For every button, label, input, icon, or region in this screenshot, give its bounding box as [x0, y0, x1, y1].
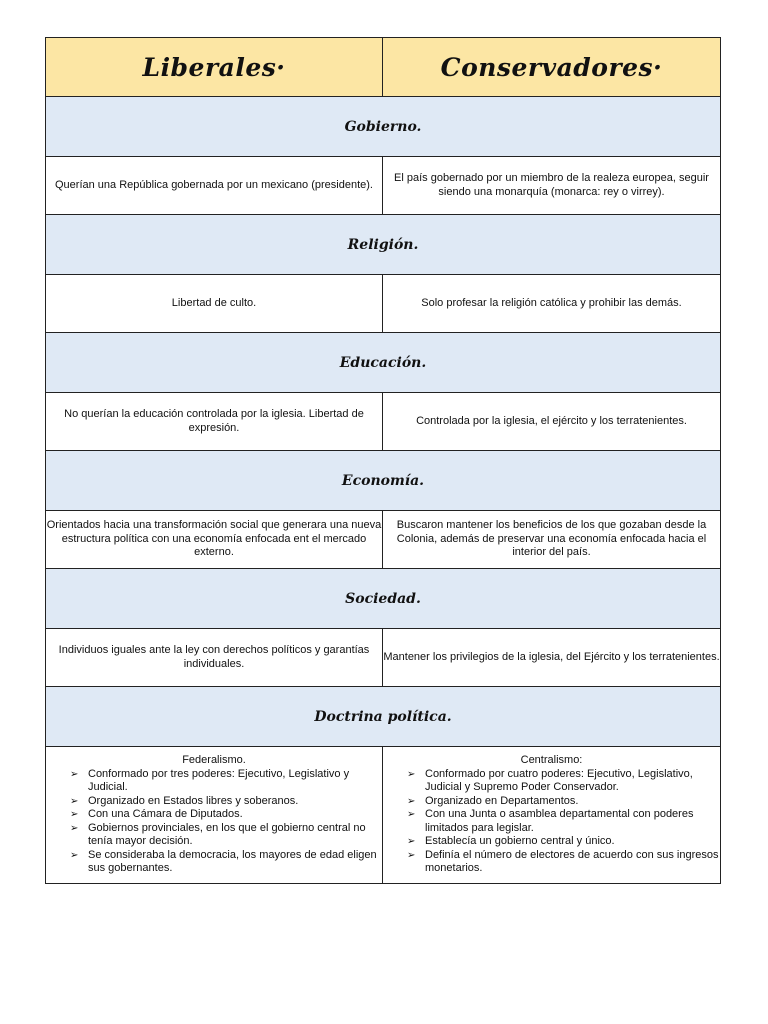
arrowhead-bullet-icon: ➢ — [70, 822, 79, 834]
comparison-table-body — [46, 38, 721, 884]
liberales-cell: Libertad de culto. — [46, 275, 383, 333]
doctrina-row — [46, 747, 721, 884]
header-row — [46, 38, 721, 97]
section-title: Gobierno. — [46, 97, 721, 157]
doctrina-heading: Centralismo: — [520, 754, 583, 767]
centralismo-cell — [383, 747, 721, 884]
section-title: Doctrina política. — [46, 687, 721, 747]
list-item — [70, 795, 382, 809]
list-item-text: Se consideraba la democracia, los mayores de edad eligen sus gobernantes. — [88, 848, 377, 875]
doctrina-heading: Federalismo. — [182, 754, 246, 767]
content-row — [46, 157, 721, 215]
liberales-cell: No querían la educación controlada por la iglesia. Libertad de expresión. — [46, 393, 383, 451]
section-row — [46, 451, 721, 511]
liberales-cell: Individuos iguales ante la ley con derechos políticos y garantías individuales. — [46, 629, 383, 687]
section-row — [46, 215, 721, 275]
federalismo-cell — [46, 747, 383, 884]
list-item-text: Organizado en Departamentos. — [425, 794, 579, 807]
section-title: Religión. — [46, 215, 721, 275]
arrowhead-bullet-icon: ➢ — [70, 768, 79, 780]
arrowhead-bullet-icon: ➢ — [407, 809, 416, 821]
content-row — [46, 393, 721, 451]
list-item-text: Con una Junta o asamblea departamental con poderes limitados para legislar. — [425, 808, 694, 834]
liberales-cell: Querían una República gobernada por un mexicano (presidente). — [46, 157, 383, 215]
list-item-text: Establecía un gobierno central y único. — [425, 835, 615, 848]
arrowhead-bullet-icon: ➢ — [70, 809, 79, 821]
list-item — [407, 835, 720, 849]
section-row — [46, 97, 721, 157]
arrowhead-bullet-icon: ➢ — [407, 768, 416, 780]
arrowhead-bullet-icon: ➢ — [407, 795, 416, 807]
section-row — [46, 687, 721, 747]
list-item-text: Conformado por tres poderes: Ejecutivo, Legislativo y Judicial. — [88, 767, 350, 794]
section-row — [46, 333, 721, 393]
list-item-text: Organizado en Estados libres y soberanos. — [88, 794, 299, 807]
header-liberales: Liberales· — [46, 38, 383, 97]
list-item — [407, 849, 720, 876]
conservadores-cell: Buscaron mantener los beneficios de los que gozaban desde la Colonia, además de preservar una economía enfocada hacia el interior del país. — [383, 511, 721, 569]
arrowhead-bullet-icon: ➢ — [407, 836, 416, 848]
arrowhead-bullet-icon: ➢ — [407, 849, 416, 861]
conservadores-cell: Controlada por la iglesia, el ejército y los terratenientes. — [383, 393, 721, 451]
list-item — [70, 822, 382, 849]
section-title: Sociedad. — [46, 569, 721, 629]
list-item-text: Definía el número de electores de acuerdo con sus ingresos monetarios. — [425, 848, 719, 875]
list-item — [70, 768, 382, 795]
list-item-text: Gobiernos provinciales, en los que el gobierno central no tenía mayor decisión. — [88, 821, 366, 848]
list-item — [407, 808, 720, 835]
list-item — [70, 849, 382, 876]
bullet-list — [46, 768, 382, 876]
conservadores-cell: Mantener los privilegios de la iglesia, del Ejército y los terratenientes. — [383, 629, 721, 687]
arrowhead-bullet-icon: ➢ — [70, 849, 79, 861]
comparison-table — [45, 37, 721, 884]
content-row — [46, 275, 721, 333]
section-title: Economía. — [46, 451, 721, 511]
arrowhead-bullet-icon: ➢ — [70, 795, 79, 807]
section-title: Educación. — [46, 333, 721, 393]
conservadores-cell: Solo profesar la religión católica y prohibir las demás. — [383, 275, 721, 333]
list-item-text: Conformado por cuatro poderes: Ejecutivo, Legislativo, Judicial y Supremo Poder Conservador. — [425, 767, 693, 794]
section-row — [46, 569, 721, 629]
header-conservadores: Conservadores· — [383, 38, 721, 97]
conservadores-cell: El país gobernado por un miembro de la realeza europea, seguir siendo una monarquía (monarca: rey o virrey). — [383, 157, 721, 215]
list-item — [70, 808, 382, 822]
list-item — [407, 795, 720, 809]
list-item — [407, 768, 720, 795]
content-row — [46, 511, 721, 569]
content-row — [46, 629, 721, 687]
liberales-cell: Orientados hacia una transformación social que generara una nueva estructura política con una economía enfocada ent el mercado externo. — [46, 511, 383, 569]
bullet-list — [383, 768, 720, 876]
list-item-text: Con una Cámara de Diputados. — [88, 808, 243, 821]
